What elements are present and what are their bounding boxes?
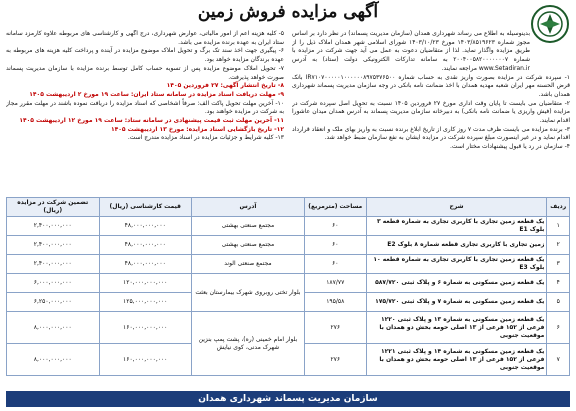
cell-deposit: ۶,۰۰۰,۰۰۰,۰۰۰ <box>7 274 100 293</box>
clause-1: ۱- سپرده شرکت در مزایده بصورت واریز نقدی به حساب شماره IR۷۱۰۷۰۰۰۰۰۱۰۰۰۰۰۰۸۹۷۵۳۷۶۵۰۰ بانک قرض الحسنه مهر ایران شعبه مهدیه همدان با اخذ ضمانت نامه بانکی در وجه سازمان مدیریت پسماند شهرداری همدان باشد. <box>292 73 570 98</box>
cell-row: ۱ <box>547 217 570 236</box>
header-address: آدرس <box>191 198 304 217</box>
clause-5: ۵- کلیه هزینه اعم از امور مالیاتی، عوارض شهرداری، درج آگهی و کارشناسی های مربوطه علاوه کارمزد سامانه ستاد ایران به عهده برنده مزایده می باشد. <box>6 30 284 46</box>
auction-table <box>6 197 570 376</box>
table-row <box>7 236 570 255</box>
header-price: قیمت کارشناسی (ریال) <box>99 198 191 217</box>
cell-deposit: ۸,۰۰۰,۰۰۰,۰۰۰ <box>7 344 100 376</box>
cell-area: ۶۰ <box>304 217 366 236</box>
cell-row: ۳ <box>547 255 570 274</box>
cell-addr: بلوار تختی روبروی شهرک بیمارستان بعثت <box>191 274 304 312</box>
cell-row: ۷ <box>547 344 570 376</box>
clause-7: ۷- تحویل املاک موضوع مزایده پس از تسویه حساب کامل توسط برنده مزایده با سازمان مدیریت پسماند صورت خواهد پذیرفت. <box>6 64 284 81</box>
cell-area: ۱۸۷/۷۷ <box>304 274 366 293</box>
cell-price: ۱۲۵,۰۰۰,۰۰۰,۰۰۰ <box>99 293 191 312</box>
cell-row: ۲ <box>547 236 570 255</box>
cell-price: ۴۸,۰۰۰,۰۰۰,۰۰۰ <box>99 217 191 236</box>
cell-area: ۶۰ <box>304 255 366 274</box>
cell-addr: مجتمع صنعتی الوند <box>191 255 304 274</box>
cell-desc: یک قطعه زمین تجاری با کاربری تجاری به شماره قطعه ۱۰ بلوک E3 <box>366 255 547 274</box>
header-description: شرح <box>366 198 547 217</box>
clause-6: ۶- پیگیری جهت اخذ سند تک برگ و تحویل املاک موضوع مزایده در آینده و پرداخت کلیه هزینه های مربوطه به عهده برندگان مزایده خواهد بود. <box>6 47 284 64</box>
cell-area: ۱۹۵/۵۸ <box>304 293 366 312</box>
cell-deposit: ۸,۰۰۰,۰۰۰,۰۰۰ <box>7 312 100 344</box>
table-row <box>7 255 570 274</box>
footer-banner: سازمان مدیریت پسماند شهرداری همدان <box>6 391 570 407</box>
clause-8: ۸- تاریخ انتشار آگهی: ۲۷ فروردین ۱۴۰۵ <box>166 82 284 90</box>
cell-area: ۲۷۶ <box>304 312 366 344</box>
page-title: آگهی مزایده فروش زمین <box>197 2 379 22</box>
cell-desc: یک قطعه زمین مسکونی به شماره ۱۳ و پلاک ثبتی ۱۲۲۰ فرعی از ۱۵۲ فرعی از ۱۳ اصلی حومه بخش دو همدان با موقعیت جنوبی <box>366 312 547 344</box>
cell-desc: زمین تجاری با کاربری تجاری قطعه شماره ۸ بلوک E2 <box>366 236 547 255</box>
cell-desc: یک قطعه زمین مسکونی به شماره ۷ و پلاک ثبتی ۱۷۵/۷۲۰ <box>366 293 547 312</box>
cell-row: ۶ <box>547 312 570 344</box>
left-column <box>6 30 284 194</box>
cell-row: ۴ <box>547 274 570 293</box>
cell-price: ۱۶۰,۰۰۰,۰۰۰,۰۰۰ <box>99 344 191 376</box>
cell-deposit: ۲,۴۰۰,۰۰۰,۰۰۰ <box>7 217 100 236</box>
clause-9: ۹- مهلت دریافت اسناد مزایده در سامانه ستاد ایران: ساعت ۱۹ مورخ ۲ اردیبهشت ۱۴۰۵ <box>29 90 284 98</box>
intro-text: بدینوسیله به اطلاع می رساند شهرداری همدان (سازمان مدیریت پسماند) در نظر دارد بر اساس مجوز شماره ۱۴۰۳/۸۵۱۹۶۲۳ مورخ ۱۴۰۳/۱۰/۲۳ شورای اسلامی شهر همدان املاک ذیل را از طریق مزایده واگذار نماید. لذا از متقاضیان دعوت به عمل می آید جهت شرکت در مزایده با شماره ۲۰۰۴۰۰۵۸۲۰۰۰۰۰۰۰۷ به سامانه تدارکات الکترونیکی دولت (ستاد) به آدرس www.Setadiran.ir مراجعه نمایند. <box>292 30 530 72</box>
cell-price: ۱۲۰,۰۰۰,۰۰۰,۰۰۰ <box>99 274 191 293</box>
clause-2: ۲- متقاضیان می بایست تا پایان وقت اداری مورخ ۲۷ فروردین ۱۴۰۵ نسبت به تحویل اصل سپرده شرکت در مزایده (فیش واریزی یا ضمانت نامه بانکی) به دبیرخانه سازمان مدیریت پسماند به آدرس همدان میدان عاشورا اقدام نمایند. <box>292 99 570 125</box>
clause-11: ۱۱- آخرین مهلت ثبت قیمت پیشنهادی در سامانه ستاد: ساعت ۱۹ مورخ ۱۲ اردیبهشت ۱۴۰۵ <box>19 117 284 125</box>
cell-addr: مجتمع صنعتی بهشتی <box>191 236 304 255</box>
cell-deposit: ۲,۴۰۰,۰۰۰,۰۰۰ <box>7 255 100 274</box>
cell-price: ۱۶۰,۰۰۰,۰۰۰,۰۰۰ <box>99 312 191 344</box>
table-row <box>7 274 570 293</box>
cell-row: ۵ <box>547 293 570 312</box>
clause-13: ۱۳- کلیه شرایط و جزئیات مزایده در اسناد مزایده مندرج است. <box>127 134 284 142</box>
cell-deposit: ۲,۴۰۰,۰۰۰,۰۰۰ <box>7 236 100 255</box>
clause-3: ۳- برنده مزایده می بایست ظرف مدت ۷ روز کاری از تاریخ ابلاغ برنده نسبت به واریز بهای ملک و انعقاد قرارداد اقدام نماید و در غیر اینصورت مبلغ سپرده شرکت در مزایده ایشان به نفع سازمان ضبط خواهد شد. <box>292 125 570 142</box>
cell-desc: یک قطعه زمین مسکونی به شماره ۱۴ و پلاک ثبتی ۱۲۲۱ فرعی از ۱۵۲ فرعی از ۱۳ اصلی حومه بخش دو همدان با موقعیت جنوبی <box>366 344 547 376</box>
header-row-number: ردیف <box>547 198 570 217</box>
right-column <box>292 30 570 194</box>
cell-area: ۶۰ <box>304 236 366 255</box>
cell-price: ۴۸,۰۰۰,۰۰۰,۰۰۰ <box>99 236 191 255</box>
clause-10: ۱۰- آخرین مهلت تحویل پاکت الف: صرفاً اشخاصی که اسناد مزایده را دریافت نموده باشند در مهلت مقرر مجاز به شرکت در مزایده خواهند بود. <box>6 99 284 116</box>
cell-desc: یک قطعه زمین تجاری با کاربری تجاری به شماره قطعه ۳ بلوک E1 <box>366 217 547 236</box>
cell-desc: یک قطعه زمین مسکونی به شماره ۶ و پلاک ثبتی ۵۸۷/۷۲۰ <box>366 274 547 293</box>
cell-price: ۴۸,۰۰۰,۰۰۰,۰۰۰ <box>99 255 191 274</box>
cell-addr: مجتمع صنعتی بهشتی <box>191 217 304 236</box>
header-area: مساحت (مترمربع) <box>304 198 366 217</box>
table-row <box>7 312 570 344</box>
clause-4: ۴- سازمان در رد یا قبول پیشنهادات مختار است. <box>450 143 570 151</box>
cell-addr: بلوار امام خمینی (ره)، پشت پمپ بنزین شهرک مدنی، کوی نیایش <box>191 312 304 376</box>
clause-12: ۱۲- تاریخ بازگشایی اسناد مزایده: مورخ ۱۳ اردیبهشت ۱۴۰۵ <box>110 125 284 133</box>
table-header-row <box>7 198 570 217</box>
notice-body <box>6 30 570 194</box>
table-row <box>7 217 570 236</box>
header-deposit: تضمین شرکت در مزایده (ریال) <box>7 198 100 217</box>
cell-deposit: ۶,۲۵۰,۰۰۰,۰۰۰ <box>7 293 100 312</box>
cell-area: ۲۷۶ <box>304 344 366 376</box>
